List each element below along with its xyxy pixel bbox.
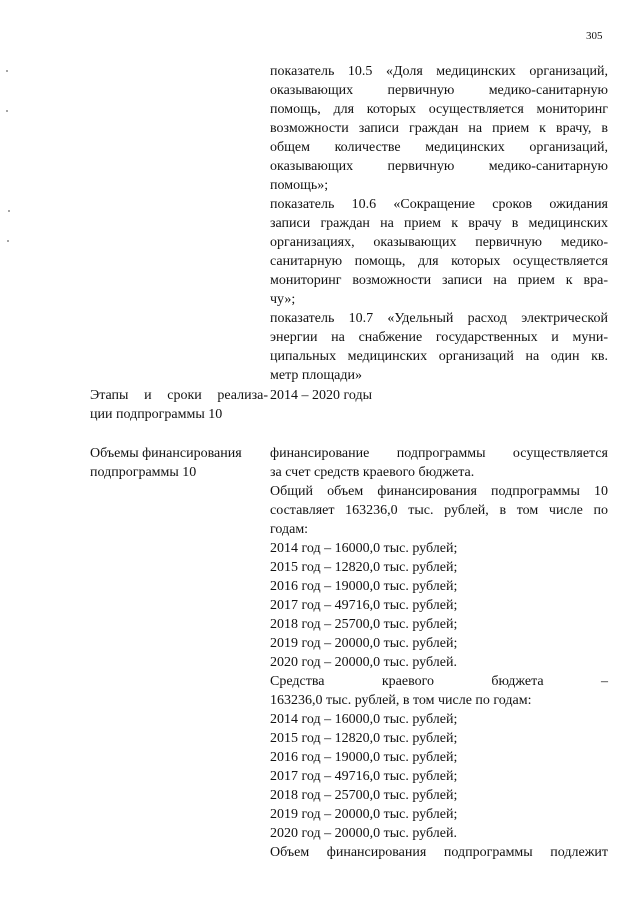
text-line: составляет 163236,0 тыс. рублей, в том числе по <box>270 503 608 518</box>
year-line: 2017 год – 49716,0 тыс. рублей; <box>270 598 458 613</box>
text-line: Объем финансирования подпрограммы подлежит <box>270 845 608 860</box>
text-line: чу»; <box>270 292 296 307</box>
text-line: подпрограммы 10 <box>90 465 197 480</box>
text-line: финансирование подпрограммы осуществляется <box>270 446 608 461</box>
year-line: 2015 год – 12820,0 тыс. рублей; <box>270 560 458 575</box>
text-line: показатель 10.5 «Доля медицинских организаций, <box>270 64 608 79</box>
year-line: 2019 год – 20000,0 тыс. рублей; <box>270 636 458 651</box>
text-line: помощь, для которых осуществляется мониторинг <box>270 102 608 117</box>
text-line: ципальных медицинских организаций на один кв. <box>270 349 608 364</box>
text-line: энергии на снабжение государственных и муни- <box>270 330 608 345</box>
text-line: оказывающих первичную медико-санитарную <box>270 83 608 98</box>
text-line: возможности записи граждан на прием к врачу, в <box>270 121 608 136</box>
text-line: за счет средств краевого бюджета. <box>270 465 475 480</box>
page-number: 305 <box>586 30 603 42</box>
year-line: 2017 год – 49716,0 тыс. рублей; <box>270 769 458 784</box>
text-line: санитарную помощь, для которых осуществляется <box>270 254 608 269</box>
text-line: 163236,0 тыс. рублей, в том числе по годам: <box>270 693 532 708</box>
stages-label <box>90 386 268 424</box>
year-line: 2020 год – 20000,0 тыс. рублей. <box>270 655 457 670</box>
indicator-10-5 <box>270 62 608 195</box>
indicator-10-6 <box>270 195 608 309</box>
text-line: метр площади» <box>270 368 362 383</box>
year-line: 2016 год – 19000,0 тыс. рублей; <box>270 750 458 765</box>
text-line: общем количестве медицинских организаций, <box>270 140 608 155</box>
funding-value <box>270 444 608 862</box>
year-line: 2018 год – 25700,0 тыс. рублей; <box>270 788 458 803</box>
text-line: показатель 10.7 «Удельный расход электрической <box>270 311 608 326</box>
text-line: мониторинг возможности записи на прием к вра- <box>270 273 608 288</box>
text-line: записи граждан на прием к врачу в медицинских <box>270 216 608 231</box>
year-line: 2014 год – 16000,0 тыс. рублей; <box>270 712 458 727</box>
text-line: Средства краевого бюджета – <box>270 674 608 689</box>
text-line: показатель 10.6 «Сокращение сроков ожидания <box>270 197 608 212</box>
text-line: годам: <box>270 522 309 537</box>
text-line: Объемы финансирования <box>90 446 242 461</box>
text-line: ции подпрограммы 10 <box>90 407 223 422</box>
year-line: 2020 год – 20000,0 тыс. рублей. <box>270 826 457 841</box>
year-line: 2015 год – 12820,0 тыс. рублей; <box>270 731 458 746</box>
year-line: 2019 год – 20000,0 тыс. рублей; <box>270 807 458 822</box>
text-line: организациях, оказывающих первичную медико- <box>270 235 608 250</box>
year-line: 2018 год – 25700,0 тыс. рублей; <box>270 617 458 632</box>
text-line: 2014 – 2020 годы <box>270 388 373 403</box>
text-line: оказывающих первичную медико-санитарную <box>270 159 608 174</box>
funding-label <box>90 444 268 482</box>
indicators-block <box>270 62 608 385</box>
text-line: Общий объем финансирования подпрограммы 10 <box>270 484 608 499</box>
year-line: 2016 год – 19000,0 тыс. рублей; <box>270 579 458 594</box>
text-line: помощь»; <box>270 178 329 193</box>
stages-value <box>270 386 608 405</box>
indicator-10-7 <box>270 309 608 385</box>
text-line: Этапы и сроки реализа- <box>90 388 268 403</box>
year-line: 2014 год – 16000,0 тыс. рублей; <box>270 541 458 556</box>
